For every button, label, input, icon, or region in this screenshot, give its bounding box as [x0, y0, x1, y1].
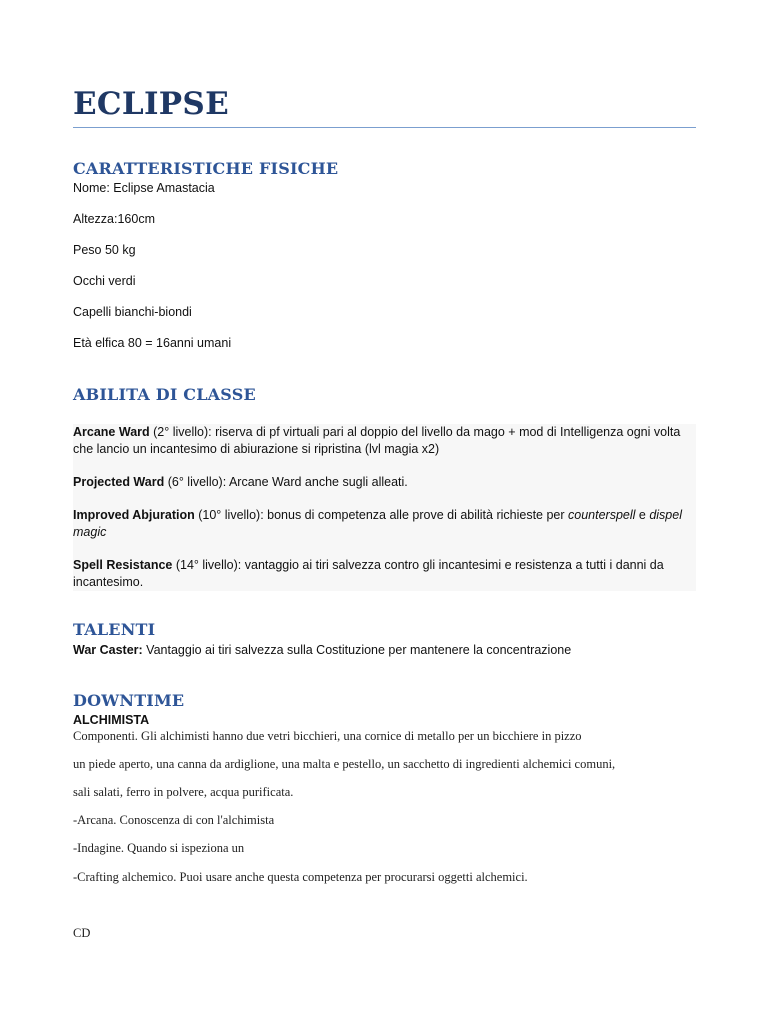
- downtime-line: -Arcana. Conoscenza di con l'alchimista: [73, 813, 275, 827]
- spell-dispel-magic: dispel magic: [73, 508, 682, 539]
- heading-physical: CARATTERISTICHE FISICHE: [73, 159, 339, 178]
- feat-war-caster: [73, 642, 691, 659]
- document-title: ECLIPSE: [73, 86, 230, 122]
- feat-text: Vantaggio ai tiri salvezza sulla Costituzione per mantenere la concentrazione: [142, 643, 572, 657]
- physical-eyes: Occhi verdi: [73, 274, 136, 288]
- ability-name: Improved Abjuration: [73, 508, 195, 522]
- downtime-line: sali salati, ferro in polvere, acqua purificata.: [73, 785, 294, 799]
- ability-name: Projected Ward: [73, 475, 165, 489]
- downtime-line: un piede aperto, una canna da ardiglione, una malta e pestello, un sacchetto di ingredienti alchemici comuni,: [73, 757, 616, 771]
- downtime-footer: CD: [73, 926, 91, 940]
- physical-weight: Peso 50 kg: [73, 243, 136, 257]
- ability-text: (10° livello): bonus di competenza alle prove di abilità richieste per: [194, 508, 569, 522]
- ability-text-mid: e: [635, 508, 650, 522]
- subheading-alchimista: ALCHIMISTA: [73, 713, 150, 727]
- ability-text: (6° livello): Arcane Ward anche sugli alleati.: [164, 475, 408, 489]
- ability-name: Spell Resistance: [73, 558, 173, 572]
- feat-name: War Caster:: [73, 643, 143, 657]
- ability-arcane-ward: [73, 424, 691, 457]
- heading-class-abilities: ABILITA DI CLASSE: [73, 385, 256, 404]
- downtime-line: Componenti. Gli alchimisti hanno due vetri bicchieri, una cornice di metallo per un bicchiere in pizzo: [73, 729, 582, 743]
- ability-text: (14° livello): vantaggio ai tiri salvezza contro gli incantesimi e resistenza a tutti i danni da incantesimo.: [73, 558, 664, 589]
- ability-projected-ward: [73, 474, 691, 491]
- ability-text: (2° livello): riserva di pf virtuali pari al doppio del livello da mago + mod di Intelligenza ogni volta che lancio un incantesimo di abiurazione si ripristina (lvl magia x2): [73, 425, 681, 456]
- downtime-line: -Crafting alchemico. Puoi usare anche questa competenza per procurarsi oggetti alchemici.: [73, 870, 528, 884]
- physical-height: Altezza:160cm: [73, 212, 155, 226]
- ability-spell-resistance: [73, 557, 691, 590]
- physical-age: Età elfica 80 = 16anni umani: [73, 336, 232, 350]
- physical-hair: Capelli bianchi-biondi: [73, 305, 192, 319]
- ability-improved-abjuration: [73, 507, 691, 540]
- spell-counterspell: counterspell: [568, 508, 636, 522]
- ability-name: Arcane Ward: [73, 425, 150, 439]
- physical-name: Nome: Eclipse Amastacia: [73, 181, 215, 195]
- heading-downtime: DOWNTIME: [73, 691, 185, 710]
- heading-feats: TALENTI: [73, 620, 156, 639]
- title-underline: [73, 127, 696, 128]
- downtime-line: -Indagine. Quando si ispeziona un: [73, 841, 245, 855]
